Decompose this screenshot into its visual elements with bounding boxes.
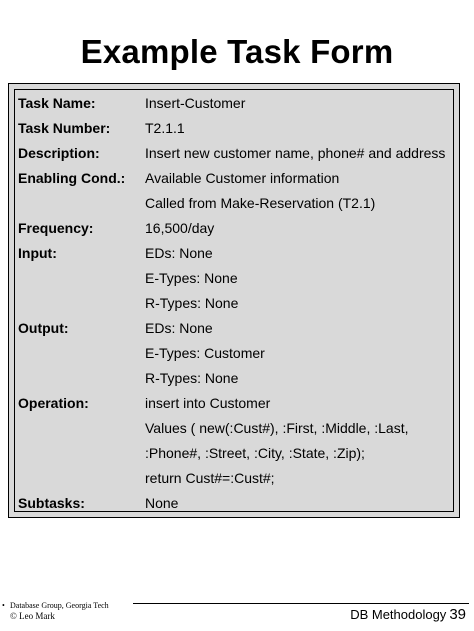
form-row-subtasks [15, 491, 453, 516]
form-row-enabling-cond-cont [15, 191, 453, 216]
form-value: Called from Make-Reservation (T2.1) [145, 195, 376, 211]
footer-course-title: DB Methodology [350, 607, 447, 622]
footer-credits [2, 600, 109, 622]
form-row-input-rtypes [15, 291, 453, 316]
form-label: Task Number: [18, 120, 111, 136]
form-value: 16,500/day [145, 220, 215, 236]
form-value: E-Types: None [145, 270, 238, 286]
page-number: 39 [449, 606, 466, 623]
form-value: EDs: None [145, 245, 213, 261]
form-row-enabling-cond [15, 166, 453, 191]
form-label: Subtasks: [18, 495, 85, 511]
form-value: R-Types: None [145, 295, 239, 311]
form-label: Operation: [18, 395, 89, 411]
form-row-operation-values-cont [15, 441, 453, 466]
form-value: Insert-Customer [145, 95, 246, 111]
form-row-operation-return [15, 466, 453, 491]
task-form [8, 83, 460, 518]
form-row-task-number [15, 116, 453, 141]
footer-divider [133, 603, 469, 604]
form-value: E-Types: Customer [145, 345, 265, 361]
form-value: Available Customer information [145, 170, 340, 186]
form-value: R-Types: None [145, 370, 239, 386]
form-value: return Cust#=:Cust#; [145, 470, 275, 486]
form-value: :Phone#, :Street, :City, :State, :Zip); [145, 445, 365, 461]
footer-copyright: © Leo Mark [10, 611, 55, 621]
form-value: insert into Customer [145, 395, 271, 411]
form-row-output [15, 316, 453, 341]
form-row-operation-values [15, 416, 453, 441]
form-value: Values ( new(:Cust#), :First, :Middle, :Last, [145, 420, 409, 436]
form-label: Output: [18, 320, 69, 336]
form-label: Frequency: [18, 220, 94, 236]
form-value: EDs: None [145, 320, 213, 336]
form-label: Description: [18, 145, 100, 161]
form-row-input-etypes [15, 266, 453, 291]
form-label: Enabling Cond.: [18, 170, 126, 186]
form-value: None [145, 495, 179, 511]
page-title: Example Task Form [80, 33, 394, 70]
form-row-output-rtypes [15, 366, 453, 391]
form-row-operation [15, 391, 453, 416]
form-row-frequency [15, 216, 453, 241]
footer-org: Database Group, Georgia Tech [10, 601, 109, 610]
footer-course [350, 607, 466, 623]
form-value: Insert new customer name, phone# and address [145, 145, 446, 161]
form-row-input [15, 241, 453, 266]
form-row-output-etypes [15, 341, 453, 366]
form-label: Task Name: [18, 95, 96, 111]
task-form-inner [14, 89, 454, 512]
form-row-task-name [15, 91, 453, 116]
form-value: T2.1.1 [145, 120, 185, 136]
bullet-icon: • [2, 601, 5, 610]
form-row-description [15, 141, 453, 166]
form-label: Input: [18, 245, 57, 261]
